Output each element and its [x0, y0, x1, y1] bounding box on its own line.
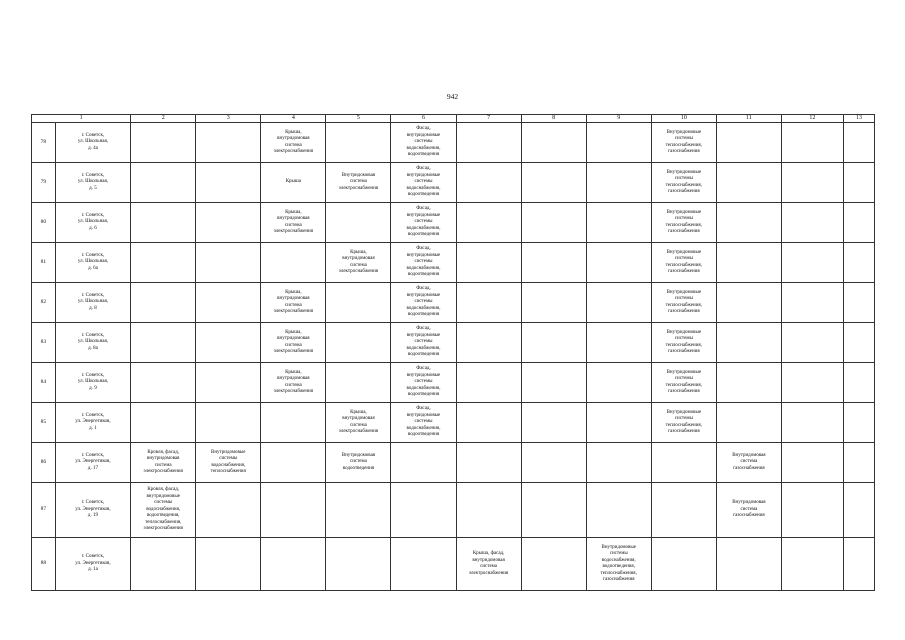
work-cell	[326, 483, 391, 538]
column-number-row	[32, 115, 875, 123]
address-cell: г. Советск, ул. Энергетиков, д. 1а	[55, 538, 130, 591]
column-header: 13	[843, 115, 874, 123]
column-header: 9	[586, 115, 651, 123]
address-cell: г. Советск, ул. Энергетиков, д. 19	[55, 483, 130, 538]
table-row	[32, 283, 875, 323]
column-header: 4	[261, 115, 326, 123]
work-cell	[843, 243, 874, 283]
work-cell	[586, 283, 651, 323]
address-cell: г. Советск, ул. Школьная, д. 9	[55, 363, 130, 403]
work-cell: Крыша, внутридомовая система электроснабжения	[261, 363, 326, 403]
work-cell	[781, 538, 843, 591]
column-header: 5	[326, 115, 391, 123]
work-cell	[131, 203, 196, 243]
work-cell	[716, 243, 781, 283]
work-cell	[326, 203, 391, 243]
work-cell	[843, 403, 874, 443]
work-cell	[131, 243, 196, 283]
work-cell	[651, 538, 716, 591]
row-number-cell: 82	[32, 283, 56, 323]
row-number-cell: 80	[32, 203, 56, 243]
work-cell	[716, 123, 781, 163]
work-cell	[781, 323, 843, 363]
work-cell	[521, 163, 586, 203]
work-cell	[843, 363, 874, 403]
work-cell: Внутридомовая система водоотведения	[326, 443, 391, 483]
work-cell	[261, 403, 326, 443]
address-cell: г. Советск, ул. Энергетиков, д. 17	[55, 443, 130, 483]
work-cell	[781, 163, 843, 203]
work-cell	[781, 483, 843, 538]
work-cell	[521, 403, 586, 443]
column-header: 1	[32, 115, 131, 123]
address-cell: г. Советск, ул. Школьная, д. 8	[55, 283, 130, 323]
work-cell	[131, 323, 196, 363]
work-cell	[586, 163, 651, 203]
work-cell: Крыша, внутридомовая система электроснабжения	[261, 203, 326, 243]
table-row	[32, 123, 875, 163]
work-cell	[521, 363, 586, 403]
work-cell	[843, 323, 874, 363]
work-cell: Фасад, внутридомовые системы водоснабжения, водоотведения	[391, 283, 456, 323]
work-cell	[716, 363, 781, 403]
work-cell	[781, 283, 843, 323]
work-cell: Фасад, внутридомовые системы водоснабжения, водоотведения	[391, 123, 456, 163]
work-cell: Крыша, внутридомовая система электроснабжения	[261, 123, 326, 163]
work-cell	[781, 243, 843, 283]
table-row	[32, 538, 875, 591]
work-cell: Фасад, внутридомовые системы водоснабжения, водоотведения	[391, 363, 456, 403]
work-cell	[716, 203, 781, 243]
work-cell	[326, 538, 391, 591]
work-cell: Крыша, внутридомовая система электроснабжения	[326, 403, 391, 443]
work-cell	[196, 363, 261, 403]
work-cell	[456, 123, 521, 163]
work-cell: Внутридомовая система газоснабжения	[716, 483, 781, 538]
work-cell	[196, 483, 261, 538]
row-number-cell: 84	[32, 363, 56, 403]
work-cell	[781, 363, 843, 403]
work-cell	[196, 323, 261, 363]
work-cell	[521, 123, 586, 163]
work-cell	[456, 243, 521, 283]
work-cell	[651, 443, 716, 483]
work-cell	[781, 123, 843, 163]
table-row	[32, 483, 875, 538]
address-cell: г. Советск, ул. Школьная, д. 8а	[55, 323, 130, 363]
work-cell: Внутридомовые системы теплоснабжения, газоснабжения	[651, 203, 716, 243]
work-cell: Фасад, внутридомовые системы водоснабжения, водоотведения	[391, 403, 456, 443]
work-cell	[391, 443, 456, 483]
column-header: 6	[391, 115, 456, 123]
work-cell	[261, 483, 326, 538]
table-row	[32, 403, 875, 443]
work-cell	[456, 443, 521, 483]
work-cell: Крыша	[261, 163, 326, 203]
table-row	[32, 163, 875, 203]
work-cell	[131, 123, 196, 163]
work-cell: Крыша, внутридомовая система электроснабжения	[261, 323, 326, 363]
work-cell: Фасад, внутридомовые системы водоснабжения, водоотведения	[391, 203, 456, 243]
work-cell: Внутридомовые системы водоснабжения, водоотведения, теплоснабжения, газоснабжения	[586, 538, 651, 591]
work-cell: Внутридомовая система газоснабжения	[716, 443, 781, 483]
work-cell	[131, 283, 196, 323]
work-cell: Внутридомовые системы водоснабжения, теплоснабжения	[196, 443, 261, 483]
work-cell: Кровля, фасад, внутридомовая система электроснабжения	[131, 443, 196, 483]
column-header: 10	[651, 115, 716, 123]
address-cell: г. Советск, ул. Школьная, д. 4а	[55, 123, 130, 163]
work-cell	[196, 243, 261, 283]
work-cell	[521, 203, 586, 243]
work-cell	[586, 443, 651, 483]
work-cell: Внутридомовые системы теплоснабжения, газоснабжения	[651, 363, 716, 403]
work-cell	[456, 483, 521, 538]
work-cell	[326, 363, 391, 403]
work-cell	[456, 403, 521, 443]
row-number-cell: 81	[32, 243, 56, 283]
address-cell: г. Советск, ул. Энергетиков, д. 1	[55, 403, 130, 443]
work-cell	[843, 443, 874, 483]
work-cell: Крыша, фасад, внутридомовая система электроснабжения	[456, 538, 521, 591]
column-header: 7	[456, 115, 521, 123]
work-cell	[586, 363, 651, 403]
work-cell	[261, 538, 326, 591]
work-cell	[326, 283, 391, 323]
work-cell: Фасад, внутридомовые системы водоснабжения, водоотведения	[391, 163, 456, 203]
work-cell	[131, 163, 196, 203]
work-cell	[521, 538, 586, 591]
work-cell	[716, 163, 781, 203]
work-cell	[391, 538, 456, 591]
work-cell: Крыша, внутридомовая система электроснабжения	[326, 243, 391, 283]
row-number-cell: 88	[32, 538, 56, 591]
work-cell	[326, 123, 391, 163]
work-cell	[586, 483, 651, 538]
work-cell	[521, 483, 586, 538]
work-cell	[843, 283, 874, 323]
work-cell	[196, 403, 261, 443]
work-cell	[456, 203, 521, 243]
work-cell: Кровля, фасад, внутридомовые системы водоснабжения, водоотведения, теплоснабжения, электроснабжения	[131, 483, 196, 538]
work-cell	[196, 123, 261, 163]
work-cell	[456, 283, 521, 323]
work-cell	[781, 443, 843, 483]
work-cell	[716, 403, 781, 443]
work-cell: Внутридомовые системы теплоснабжения, газоснабжения	[651, 403, 716, 443]
work-cell	[521, 283, 586, 323]
table-row	[32, 323, 875, 363]
work-cell	[521, 243, 586, 283]
row-number-cell: 85	[32, 403, 56, 443]
address-cell: г. Советск, ул. Школьная, д. 6а	[55, 243, 130, 283]
work-cell	[651, 483, 716, 538]
page-number: 942	[446, 92, 459, 101]
table-row	[32, 243, 875, 283]
work-cell	[586, 323, 651, 363]
table-row	[32, 443, 875, 483]
work-cell	[843, 203, 874, 243]
work-cell	[586, 203, 651, 243]
work-cell: Крыша, внутридомовая система электроснабжения	[261, 283, 326, 323]
work-cell: Внутридомовые системы теплоснабжения, газоснабжения	[651, 243, 716, 283]
work-cell	[586, 123, 651, 163]
work-cell	[716, 283, 781, 323]
column-header: 12	[781, 115, 843, 123]
work-cell: Внутридомовая система электроснабжения	[326, 163, 391, 203]
work-cell	[456, 323, 521, 363]
table-row	[32, 363, 875, 403]
work-cell	[521, 323, 586, 363]
row-number-cell: 83	[32, 323, 56, 363]
work-cell	[196, 163, 261, 203]
work-cell	[843, 123, 874, 163]
work-cell	[131, 363, 196, 403]
address-cell: г. Советск, ул. Школьная, д. 6	[55, 203, 130, 243]
column-header: 8	[521, 115, 586, 123]
work-cell	[261, 243, 326, 283]
work-cell	[781, 403, 843, 443]
work-cell: Внутридомовые системы теплоснабжения, газоснабжения	[651, 123, 716, 163]
work-cell	[131, 403, 196, 443]
work-cell	[843, 163, 874, 203]
work-cell	[586, 403, 651, 443]
row-number-cell: 87	[32, 483, 56, 538]
work-cell	[261, 443, 326, 483]
row-number-cell: 86	[32, 443, 56, 483]
work-cell	[391, 483, 456, 538]
work-cell	[196, 203, 261, 243]
work-cell	[131, 538, 196, 591]
work-cell	[521, 443, 586, 483]
work-cell	[326, 323, 391, 363]
work-cell	[716, 538, 781, 591]
work-cell	[843, 538, 874, 591]
work-cell: Внутридомовые системы теплоснабжения, газоснабжения	[651, 323, 716, 363]
work-cell	[456, 163, 521, 203]
work-cell	[456, 363, 521, 403]
work-cell	[843, 483, 874, 538]
work-cell	[586, 243, 651, 283]
column-header: 11	[716, 115, 781, 123]
column-header: 2	[131, 115, 196, 123]
work-cell: Внутридомовые системы теплоснабжения, газоснабжения	[651, 163, 716, 203]
work-cell: Внутридомовые системы теплоснабжения, газоснабжения	[651, 283, 716, 323]
work-cell	[196, 283, 261, 323]
work-cell	[716, 323, 781, 363]
column-header: 3	[196, 115, 261, 123]
row-number-cell: 78	[32, 123, 56, 163]
row-number-cell: 79	[32, 163, 56, 203]
work-cell: Фасад, внутридомовые системы водоснабжения, водоотведения	[391, 323, 456, 363]
table-row	[32, 203, 875, 243]
work-cell	[196, 538, 261, 591]
work-cell: Фасад, внутридомовые системы водоснабжения, водоотведения	[391, 243, 456, 283]
repair-schedule-table	[31, 114, 875, 591]
address-cell: г. Советск, ул. Школьная, д. 5	[55, 163, 130, 203]
work-cell	[781, 203, 843, 243]
